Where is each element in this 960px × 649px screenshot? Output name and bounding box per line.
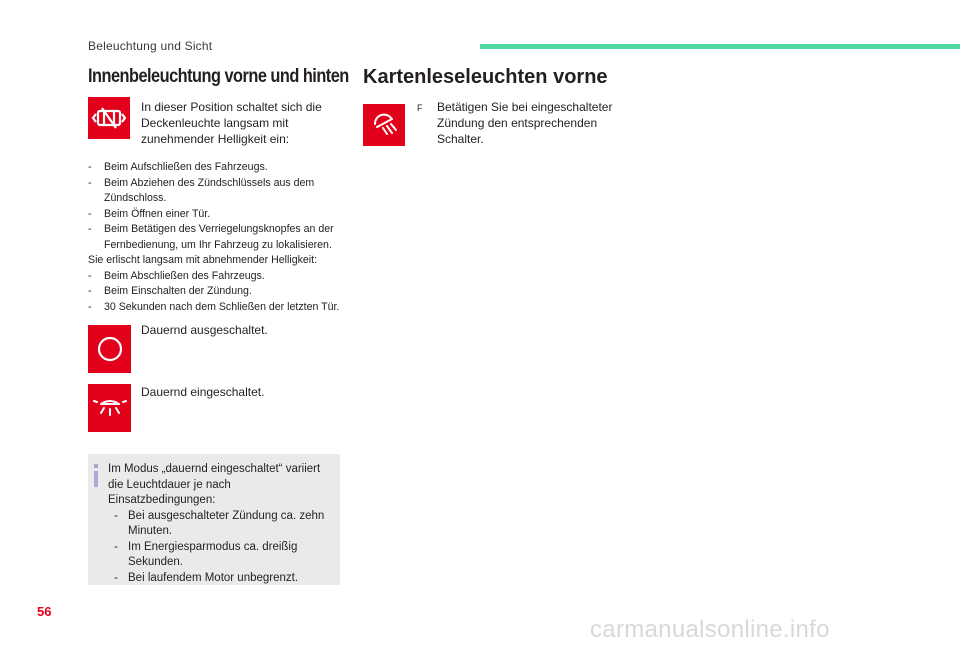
list-item: - Beim Abziehen des Zündschlüssels aus dem Zündschloss. <box>88 176 348 207</box>
watermark: carmanualsonline.info <box>590 616 830 643</box>
info-intro: Im Modus „dauernd eingeschaltet“ variiert die Leuchtdauer je nach Einsatzbedingungen: <box>108 463 321 506</box>
list-item: - Beim Abschließen des Fahrzeugs. <box>88 269 348 285</box>
list-item: - 30 Sekunden nach dem Schließen der letzten Tür. <box>88 300 348 316</box>
section-header-bar <box>480 44 960 49</box>
map-lamp-icon <box>363 104 405 146</box>
page-number: 56 <box>37 604 52 619</box>
map-lamp-instruction-text: Betätigen Sie bei eingeschalteter Zündung den entsprechenden Schalter. <box>437 100 613 146</box>
section-header: Beleuchtung und Sicht <box>88 39 213 53</box>
on-mode-label: Dauernd eingeschaltet. <box>141 385 265 399</box>
list-item: - Beim Aufschließen des Fahrzeugs. <box>88 160 348 176</box>
lamp-on-icon <box>88 384 131 432</box>
door-mode-icon <box>88 97 130 139</box>
list-subheading: Sie erlischt langsam mit abnehmender Helligkeit: <box>88 254 318 266</box>
door-mode-list <box>88 160 348 315</box>
title-map-reading-lamps: Kartenleseleuchten vorne <box>363 66 608 88</box>
door-mode-description: In dieser Position schaltet sich die Deckenleuchte langsam mit zunehmender Helligkeit ein: <box>141 100 322 146</box>
list-item: - Beim Betätigen des Verriegelungsknopfes an der Fernbedienung, um Ihr Fahrzeug zu lokalisieren. <box>88 222 348 253</box>
list-item: - Beim Einschalten der Zündung. <box>88 284 348 300</box>
off-mode-label: Dauernd ausgeschaltet. <box>141 323 268 337</box>
circle-off-icon <box>88 325 131 373</box>
info-box <box>88 454 340 585</box>
title-interior-lighting: Innenbeleuchtung vorne und hinten <box>88 66 349 87</box>
map-lamp-instruction <box>417 99 617 147</box>
bullet-marker: F <box>417 103 423 113</box>
info-list-item: - Bei ausgeschalteter Zündung ca. zehn Minuten. <box>108 509 338 540</box>
info-list-item: - Im Energiesparmodus ca. dreißig Sekunden. <box>108 540 338 571</box>
info-icon <box>94 464 98 487</box>
info-list-item: - Bei laufendem Motor unbegrenzt. <box>108 571 338 587</box>
info-list <box>108 509 338 587</box>
list-item: - Beim Öffnen einer Tür. <box>88 207 348 223</box>
